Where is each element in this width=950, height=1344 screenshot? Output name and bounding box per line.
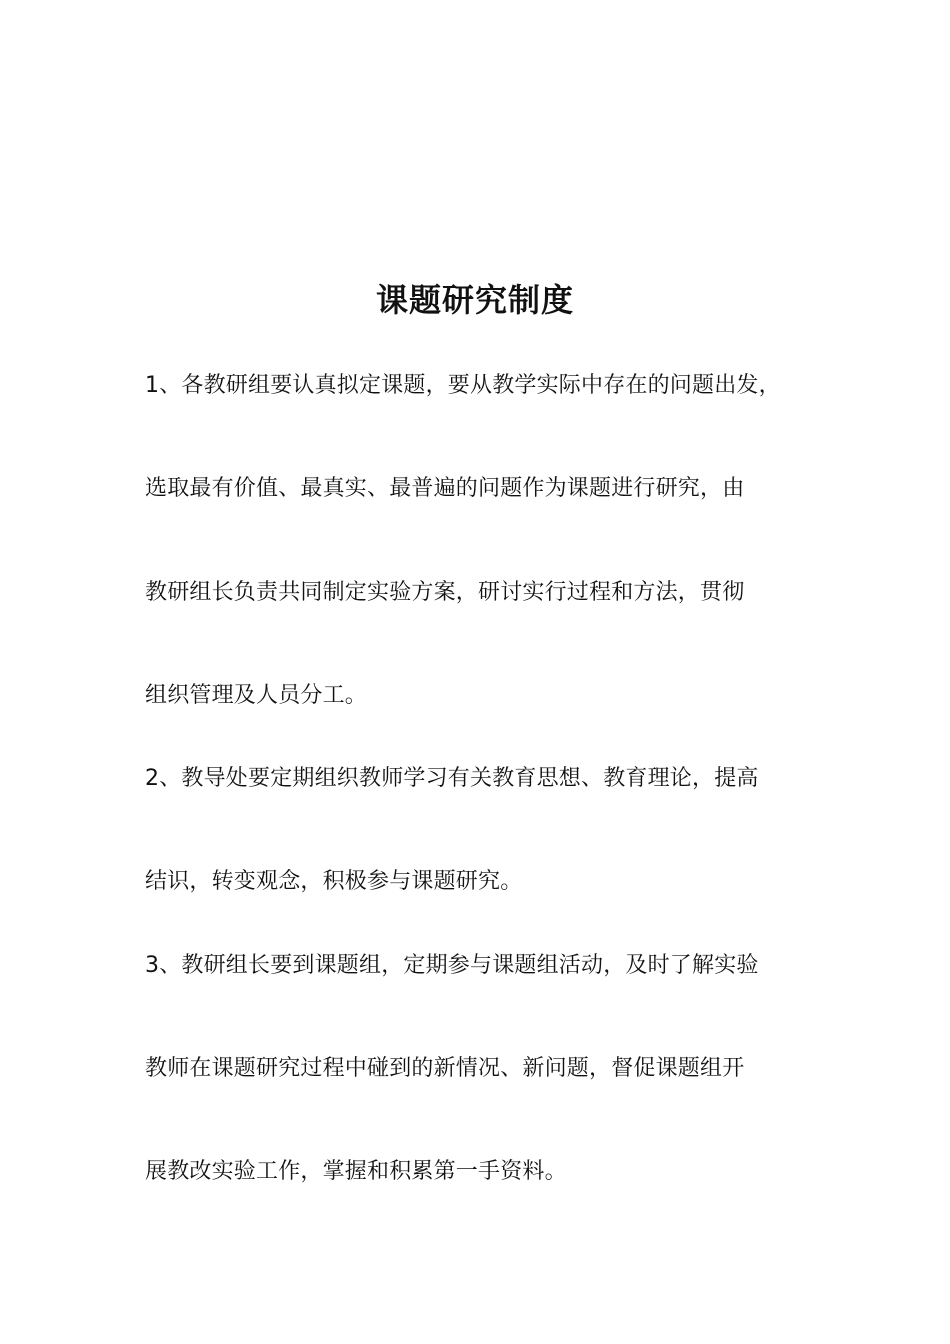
paragraph-1-line-1: 1、各教研组要认真拟定课题，要从教学实际中存在的问题出发， — [145, 373, 781, 398]
paragraph-1-line-2: 选取最有价值、最真实、最普遍的问题作为课题进行研究，由 — [145, 476, 745, 501]
paragraph-2-line-2: 结识，转变观念，积极参与课题研究。 — [145, 869, 523, 894]
paragraph-3-line-3: 展教改实验工作，掌握和积累第一手资料。 — [145, 1159, 567, 1184]
paragraph-3-line-1: 3、教研组长要到课题组，定期参与课题组活动，及时了解实验 — [145, 953, 759, 978]
paragraph-1-line-4: 组织管理及人员分工。 — [145, 683, 368, 708]
paragraph-1-line-3: 教研组长负责共同制定实验方案，研讨实行过程和方法，贯彻 — [145, 580, 745, 605]
paragraph-2-line-1: 2、教导处要定期组织教师学习有关教育思想、教育理论，提高 — [145, 766, 759, 791]
paragraph-3-line-2: 教师在课题研究过程中碰到的新情况、新问题，督促课题组开 — [145, 1056, 745, 1081]
page-title: 课题研究制度 — [375, 281, 574, 319]
